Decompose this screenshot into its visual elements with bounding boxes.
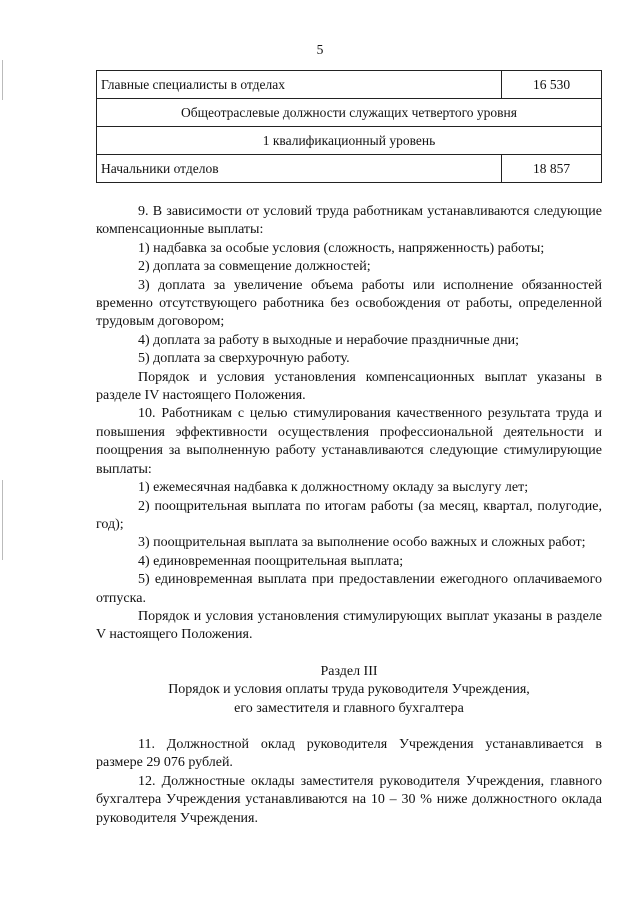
paragraph: 9. В зависимости от условий труда работникам устанавливаются следующие компенсационные выплаты: — [96, 204, 602, 238]
table-row — [97, 127, 602, 155]
paragraph: 3) доплата за увеличение объема работы или исполнение обязанностей временно отсутствующего работника без освобождения от работы, определенной трудовым договором; — [96, 277, 602, 330]
paragraph: 1) ежемесячная надбавка к должностному окладу за выслугу лет; — [138, 480, 529, 496]
paragraph: 4) единовременная поощрительная выплата; — [138, 553, 404, 569]
paragraph: 4) доплата за работу в выходные и нерабочие праздничные дни; — [138, 332, 520, 348]
spacer — [96, 718, 602, 736]
paragraph: 3) поощрительная выплата за выполнение особо важных и сложных работ; — [138, 535, 586, 551]
table-cell-position: Главные специалисты в отделах — [97, 71, 502, 99]
paragraph: 5) единовременная выплата при предоставлении ежегодного оплачиваемого отпуска. — [96, 572, 602, 606]
paragraph-group — [96, 203, 602, 645]
section-title: Раздел III — [320, 663, 378, 679]
paragraph: Порядок и условия установления компенсационных выплат указаны в разделе IV настоящего Положения. — [96, 369, 602, 404]
table-row — [97, 71, 602, 99]
paragraph-group — [96, 736, 602, 828]
section-subtitle: его заместителя и главного бухгалтера — [234, 700, 464, 716]
spacer — [96, 645, 602, 663]
table-row — [97, 99, 602, 127]
paragraph: 12. Должностные оклады заместителя руководителя Учреждения, главного бухгалтера Учреждения устанавливаются на 10 – 30 % ниже должностного оклада руководителя Учреждения. — [96, 773, 602, 826]
paragraph: Порядок и условия установления стимулирующих выплат указаны в разделе V настоящего Положения. — [96, 608, 602, 643]
paragraph: 5) доплата за сверхурочную работу. — [138, 351, 350, 367]
paragraph: 2) доплата за совмещение должностей; — [138, 259, 371, 275]
salary-table — [96, 70, 602, 183]
table-row — [97, 155, 602, 183]
scan-margin-mark — [2, 60, 3, 100]
table-level-header: 1 квалификационный уровень — [97, 127, 602, 155]
scan-margin-mark — [2, 480, 3, 560]
document-body — [96, 203, 602, 828]
table-cell-salary: 18 857 — [502, 155, 602, 183]
table-group-header: Общеотраслевые должности служащих четвертого уровня — [97, 99, 602, 127]
page-number: 5 — [316, 42, 324, 57]
table-cell-salary: 16 530 — [502, 71, 602, 99]
paragraph: 10. Работникам с целью стимулирования качественного результата труда и повышения эффективности осуществления профессиональной деятельности и поощрения за выполненную работу устанавливаются следующие стимулирующие выплаты: — [96, 406, 602, 477]
paragraph: 1) надбавка за особые условия (сложность, напряженность) работы; — [138, 240, 545, 256]
paragraph: 11. Должностной оклад руководителя Учреждения устанавливается в размере 29 076 рублей. — [96, 736, 602, 771]
table-cell-position: Начальники отделов — [97, 155, 502, 183]
section-subtitle: Порядок и условия оплаты труда руководителя Учреждения, — [168, 682, 530, 698]
paragraph: 2) поощрительная выплата по итогам работы (за месяц, квартал, полугодие, год); — [96, 498, 602, 532]
